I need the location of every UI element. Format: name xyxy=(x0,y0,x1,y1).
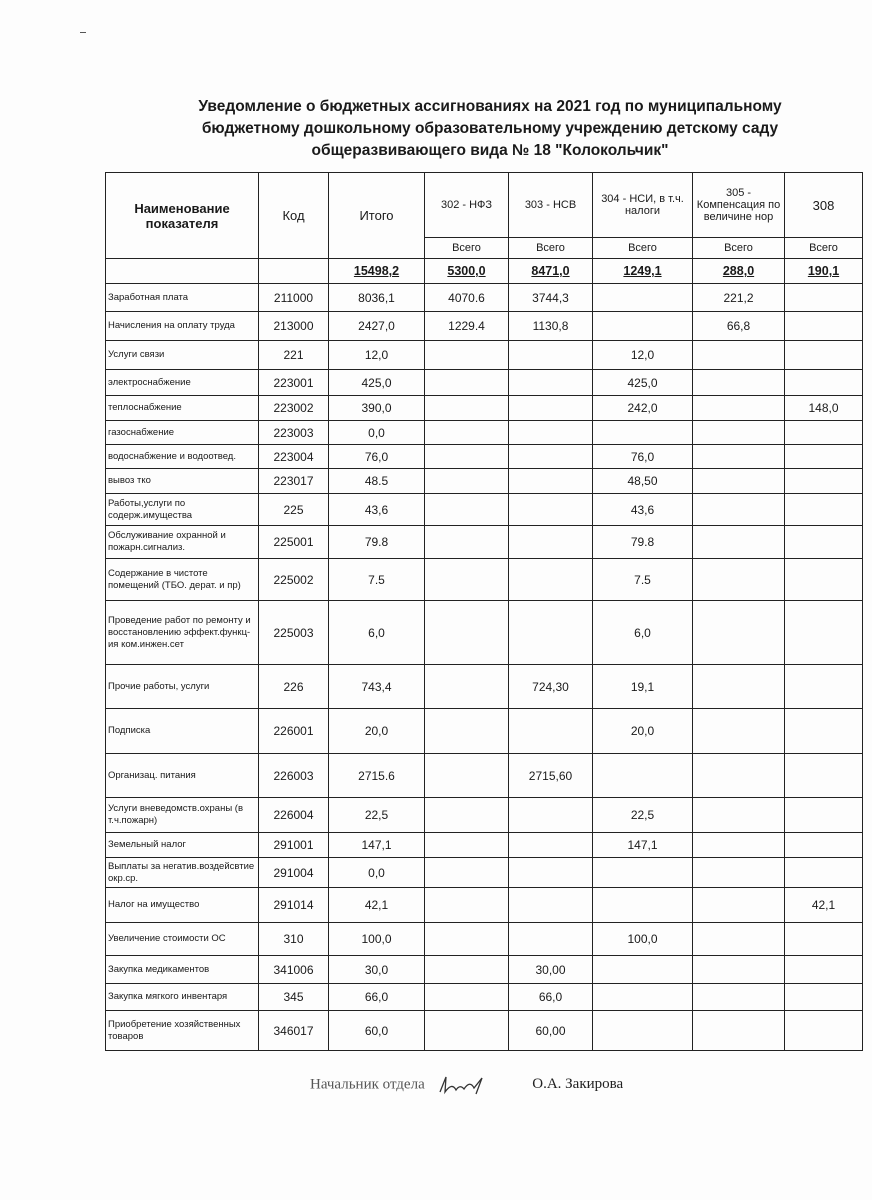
subheader-vsego: Всего xyxy=(785,238,863,259)
row-value xyxy=(509,526,593,559)
row-total: 7.5 xyxy=(329,559,425,601)
row-total: 60,0 xyxy=(329,1011,425,1051)
row-total: 425,0 xyxy=(329,370,425,396)
row-value xyxy=(693,798,785,833)
row-name: газоснабжение xyxy=(106,421,259,445)
table-row xyxy=(106,526,863,559)
row-value xyxy=(425,888,509,923)
row-value: 19,1 xyxy=(593,665,693,709)
row-value xyxy=(785,559,863,601)
row-value xyxy=(509,798,593,833)
row-code: 291001 xyxy=(259,833,329,858)
row-value: 20,0 xyxy=(593,709,693,754)
row-value xyxy=(693,601,785,665)
header-name: Наименование показателя xyxy=(106,173,259,259)
row-name: Обслуживание охранной и пожарн.сигнализ. xyxy=(106,526,259,559)
signature-position: Начальник отдела xyxy=(310,1076,425,1093)
row-value xyxy=(425,396,509,421)
row-value xyxy=(425,956,509,984)
row-value xyxy=(785,312,863,341)
row-value xyxy=(425,601,509,665)
row-value: 12,0 xyxy=(593,341,693,370)
totals-cell: 5300,0 xyxy=(425,259,509,284)
table-row xyxy=(106,858,863,888)
row-name: теплоснабжение xyxy=(106,396,259,421)
row-code: 226 xyxy=(259,665,329,709)
row-value xyxy=(785,421,863,445)
totals-cell: 288,0 xyxy=(693,259,785,284)
header-code: Код xyxy=(259,173,329,259)
row-total: 2715.6 xyxy=(329,754,425,798)
row-value: 30,00 xyxy=(509,956,593,984)
row-value xyxy=(693,559,785,601)
row-value xyxy=(593,754,693,798)
totals-empty xyxy=(106,259,259,284)
row-value xyxy=(509,888,593,923)
row-value xyxy=(593,888,693,923)
row-value xyxy=(693,923,785,956)
row-total: 147,1 xyxy=(329,833,425,858)
row-value: 7.5 xyxy=(593,559,693,601)
totals-cell: 8471,0 xyxy=(509,259,593,284)
row-value xyxy=(693,833,785,858)
row-code: 226004 xyxy=(259,798,329,833)
row-code: 213000 xyxy=(259,312,329,341)
document-title xyxy=(150,96,830,162)
row-code: 291004 xyxy=(259,858,329,888)
row-value xyxy=(425,421,509,445)
row-code: 223017 xyxy=(259,469,329,494)
row-total: 12,0 xyxy=(329,341,425,370)
row-value xyxy=(693,665,785,709)
table-row xyxy=(106,284,863,312)
row-code: 223002 xyxy=(259,396,329,421)
row-code: 221 xyxy=(259,341,329,370)
header-col-304: 304 - НСИ, в т.ч. налоги xyxy=(593,173,693,238)
row-value xyxy=(509,923,593,956)
table-row xyxy=(106,888,863,923)
signer-name: О.А. Закирова xyxy=(532,1076,624,1093)
row-value xyxy=(785,341,863,370)
row-name: Проведение работ по ремонту и восстановлению эффект.функц-ия ком.инжен.сет xyxy=(106,601,259,665)
row-value xyxy=(425,370,509,396)
row-value: 2715,60 xyxy=(509,754,593,798)
row-value xyxy=(425,526,509,559)
subheader-vsego: Всего xyxy=(593,238,693,259)
row-value xyxy=(593,858,693,888)
row-value xyxy=(425,984,509,1011)
row-value xyxy=(593,312,693,341)
row-value xyxy=(593,984,693,1011)
row-total: 20,0 xyxy=(329,709,425,754)
row-name: Закупка медикаментов xyxy=(106,956,259,984)
row-value xyxy=(425,798,509,833)
subheader-vsego: Всего xyxy=(693,238,785,259)
table-row xyxy=(106,923,863,956)
row-total: 76,0 xyxy=(329,445,425,469)
row-value xyxy=(509,559,593,601)
subheader-vsego: Всего xyxy=(425,238,509,259)
row-value: 221,2 xyxy=(693,284,785,312)
row-value xyxy=(425,923,509,956)
row-value xyxy=(509,341,593,370)
subheader-vsego: Всего xyxy=(509,238,593,259)
table-row xyxy=(106,494,863,526)
row-value xyxy=(785,284,863,312)
header-col-305: 305 - Компенсация по величине нор xyxy=(693,173,785,238)
row-value xyxy=(785,445,863,469)
row-name: водоснабжение и водоотвед. xyxy=(106,445,259,469)
row-name: Работы,услуги по содерж.имущества xyxy=(106,494,259,526)
row-value: 79.8 xyxy=(593,526,693,559)
row-name: Прочие работы, услуги xyxy=(106,665,259,709)
table-row xyxy=(106,1011,863,1051)
row-value xyxy=(693,709,785,754)
row-total: 100,0 xyxy=(329,923,425,956)
row-value: 1130,8 xyxy=(509,312,593,341)
row-value xyxy=(425,833,509,858)
row-code: 226001 xyxy=(259,709,329,754)
table-row xyxy=(106,798,863,833)
row-value xyxy=(785,984,863,1011)
row-value xyxy=(425,494,509,526)
row-value xyxy=(693,494,785,526)
row-value xyxy=(593,956,693,984)
row-name: Организац. питания xyxy=(106,754,259,798)
row-total: 2427,0 xyxy=(329,312,425,341)
row-code: 226003 xyxy=(259,754,329,798)
row-value xyxy=(425,469,509,494)
table-row xyxy=(106,665,863,709)
row-value xyxy=(425,559,509,601)
header-col-303: 303 - НСВ xyxy=(509,173,593,238)
row-code: 225 xyxy=(259,494,329,526)
row-value xyxy=(785,469,863,494)
row-value: 4070.6 xyxy=(425,284,509,312)
row-name: Услуги вневедомств.охраны (в т.ч.пожарн) xyxy=(106,798,259,833)
row-name: Закупка мягкого инвентаря xyxy=(106,984,259,1011)
row-value xyxy=(693,888,785,923)
row-code: 341006 xyxy=(259,956,329,984)
row-value xyxy=(693,341,785,370)
handwritten-signature-icon xyxy=(436,1074,496,1096)
row-value xyxy=(693,370,785,396)
row-total: 66,0 xyxy=(329,984,425,1011)
row-value xyxy=(693,984,785,1011)
row-total: 0,0 xyxy=(329,858,425,888)
row-name: Налог на имущество xyxy=(106,888,259,923)
row-value xyxy=(593,421,693,445)
row-total: 743,4 xyxy=(329,665,425,709)
row-value xyxy=(785,798,863,833)
row-total: 30,0 xyxy=(329,956,425,984)
row-code: 225003 xyxy=(259,601,329,665)
signature-block xyxy=(310,1074,623,1096)
row-value xyxy=(785,858,863,888)
row-value: 43,6 xyxy=(593,494,693,526)
table-row xyxy=(106,601,863,665)
row-value xyxy=(785,526,863,559)
table-row xyxy=(106,754,863,798)
row-value xyxy=(693,396,785,421)
scan-mark xyxy=(80,32,86,33)
row-value xyxy=(785,923,863,956)
row-value xyxy=(693,469,785,494)
table-row xyxy=(106,833,863,858)
row-code: 225002 xyxy=(259,559,329,601)
table-row xyxy=(106,312,863,341)
row-value: 76,0 xyxy=(593,445,693,469)
title-line: общеразвивающего вида № 18 "Колокольчик" xyxy=(311,142,669,159)
row-name: Содержание в чистоте помещений (ТБО. дерат. и пр) xyxy=(106,559,259,601)
row-total: 42,1 xyxy=(329,888,425,923)
row-name: электроснабжение xyxy=(106,370,259,396)
table-row xyxy=(106,956,863,984)
row-value: 724,30 xyxy=(509,665,593,709)
row-code: 223003 xyxy=(259,421,329,445)
row-value xyxy=(509,833,593,858)
row-value: 148,0 xyxy=(785,396,863,421)
header-row xyxy=(106,173,863,238)
row-value xyxy=(509,469,593,494)
row-name: Земельный налог xyxy=(106,833,259,858)
row-total: 6,0 xyxy=(329,601,425,665)
row-name: Выплаты за негатив.воздейсвтие окр.ср. xyxy=(106,858,259,888)
header-col-302: 302 - НФЗ xyxy=(425,173,509,238)
row-code: 310 xyxy=(259,923,329,956)
totals-cell: 190,1 xyxy=(785,259,863,284)
row-value: 22,5 xyxy=(593,798,693,833)
row-value xyxy=(509,421,593,445)
row-name: Заработная плата xyxy=(106,284,259,312)
row-value: 147,1 xyxy=(593,833,693,858)
row-value xyxy=(425,665,509,709)
row-value xyxy=(593,284,693,312)
row-name: вывоз тко xyxy=(106,469,259,494)
budget-table xyxy=(105,172,863,1051)
row-value xyxy=(425,858,509,888)
row-value xyxy=(509,601,593,665)
row-value xyxy=(785,709,863,754)
row-value xyxy=(693,526,785,559)
row-name: Подписка xyxy=(106,709,259,754)
row-value: 100,0 xyxy=(593,923,693,956)
row-value xyxy=(509,709,593,754)
row-code: 211000 xyxy=(259,284,329,312)
row-value: 1229.4 xyxy=(425,312,509,341)
totals-cell: 1249,1 xyxy=(593,259,693,284)
row-value xyxy=(785,956,863,984)
row-value xyxy=(509,858,593,888)
row-value xyxy=(785,665,863,709)
row-value: 48,50 xyxy=(593,469,693,494)
row-value: 66,8 xyxy=(693,312,785,341)
row-value xyxy=(509,370,593,396)
table-row xyxy=(106,341,863,370)
row-value xyxy=(593,1011,693,1051)
row-value xyxy=(425,1011,509,1051)
row-total: 43,6 xyxy=(329,494,425,526)
row-value: 242,0 xyxy=(593,396,693,421)
table-row xyxy=(106,396,863,421)
row-code: 223001 xyxy=(259,370,329,396)
table-row xyxy=(106,445,863,469)
row-value: 60,00 xyxy=(509,1011,593,1051)
row-value xyxy=(509,396,593,421)
row-code: 291014 xyxy=(259,888,329,923)
row-value xyxy=(425,754,509,798)
table-row xyxy=(106,421,863,445)
row-value xyxy=(693,445,785,469)
totals-row xyxy=(106,259,863,284)
table-row xyxy=(106,984,863,1011)
header-total: Итого xyxy=(329,173,425,259)
row-value: 6,0 xyxy=(593,601,693,665)
row-value xyxy=(693,956,785,984)
row-name: Начисления на оплату труда xyxy=(106,312,259,341)
row-total: 390,0 xyxy=(329,396,425,421)
row-value xyxy=(425,445,509,469)
row-name: Приобретение хозяйственных товаров xyxy=(106,1011,259,1051)
row-code: 346017 xyxy=(259,1011,329,1051)
table-row xyxy=(106,709,863,754)
table-row xyxy=(106,370,863,396)
row-value: 425,0 xyxy=(593,370,693,396)
row-value xyxy=(509,494,593,526)
row-value xyxy=(509,445,593,469)
header-col-308: 308 xyxy=(785,173,863,238)
row-value xyxy=(693,754,785,798)
row-value xyxy=(425,341,509,370)
row-total: 8036,1 xyxy=(329,284,425,312)
row-value: 66,0 xyxy=(509,984,593,1011)
row-value xyxy=(785,833,863,858)
row-value xyxy=(693,421,785,445)
row-code: 223004 xyxy=(259,445,329,469)
row-code: 225001 xyxy=(259,526,329,559)
row-name: Услуги связи xyxy=(106,341,259,370)
row-value xyxy=(693,1011,785,1051)
row-value xyxy=(425,709,509,754)
row-total: 22,5 xyxy=(329,798,425,833)
row-value xyxy=(785,601,863,665)
row-value xyxy=(693,858,785,888)
row-value: 3744,3 xyxy=(509,284,593,312)
totals-empty xyxy=(259,259,329,284)
row-code: 345 xyxy=(259,984,329,1011)
row-name: Увеличение стоимости ОС xyxy=(106,923,259,956)
row-value xyxy=(785,754,863,798)
totals-cell: 15498,2 xyxy=(329,259,425,284)
row-total: 79.8 xyxy=(329,526,425,559)
table-row xyxy=(106,469,863,494)
row-total: 48.5 xyxy=(329,469,425,494)
title-line: Уведомление о бюджетных ассигнованиях на 2021 год по муниципальному xyxy=(198,98,782,115)
row-value xyxy=(785,370,863,396)
title-line: бюджетному дошкольному образовательному учреждению детскому саду xyxy=(201,120,779,137)
row-total: 0,0 xyxy=(329,421,425,445)
row-value: 42,1 xyxy=(785,888,863,923)
row-value xyxy=(785,1011,863,1051)
table-row xyxy=(106,559,863,601)
row-value xyxy=(785,494,863,526)
